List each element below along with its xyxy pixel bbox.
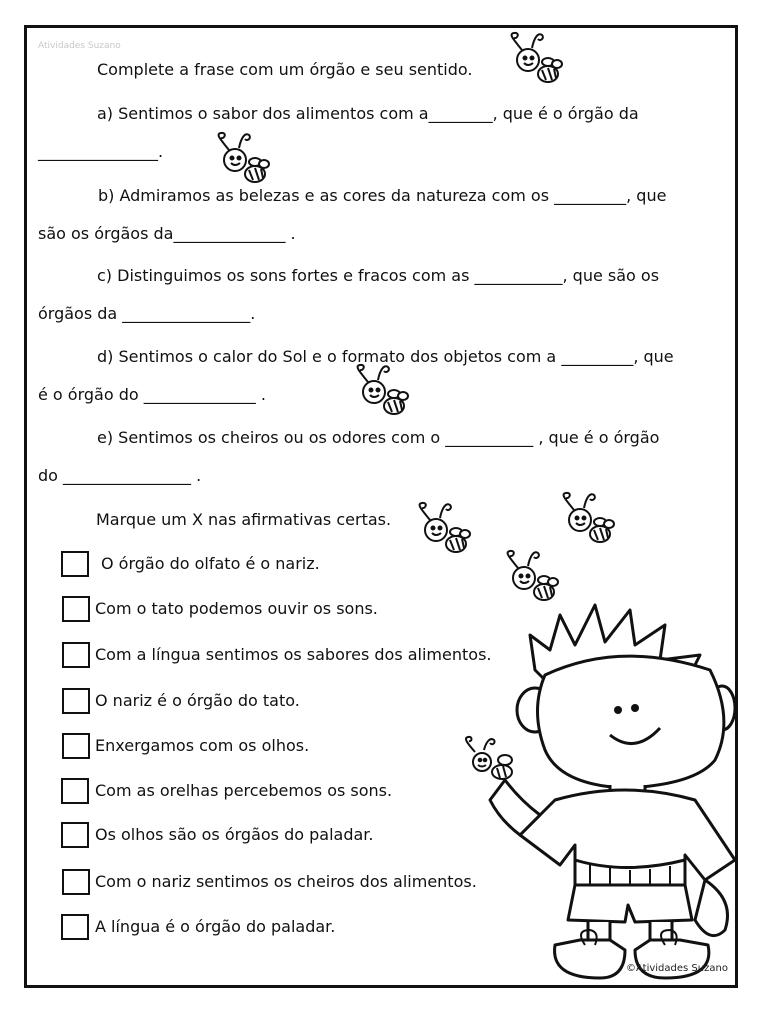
- checkbox-5[interactable]: [62, 733, 90, 759]
- item-c-line1: c) Distinguimos os sons fortes e fracos com as ___________, que são os: [97, 266, 660, 285]
- checkbox-2[interactable]: [62, 596, 90, 622]
- watermark-bottom: ©Atividades Suzano: [626, 963, 728, 974]
- bee-icon: [350, 362, 410, 420]
- statement-9: A língua é o órgão do paladar.: [95, 917, 336, 936]
- checkbox-9[interactable]: [61, 914, 89, 940]
- item-a-line2: _______________.: [38, 142, 164, 161]
- item-d-line1: d) Sentimos o calor do Sol e o formato dos objetos com a _________, que: [97, 347, 674, 366]
- section1-title: Complete a frase com um órgão e seu sentido.: [97, 60, 473, 79]
- watermark-top: Atividades Suzano: [38, 41, 121, 51]
- checkbox-7[interactable]: [61, 822, 89, 848]
- bee-icon: [504, 30, 564, 88]
- item-e-line2: do ________________ .: [38, 466, 202, 485]
- checkbox-6[interactable]: [61, 778, 89, 804]
- checkbox-4[interactable]: [62, 688, 90, 714]
- checkbox-3[interactable]: [62, 642, 90, 668]
- item-a-line1: a) Sentimos o sabor dos alimentos com a________, que é o órgão da: [97, 104, 639, 123]
- statement-8: Com o nariz sentimos os cheiros dos alimentos.: [95, 872, 477, 891]
- boy-illustration: [460, 600, 735, 985]
- statement-2: Com o tato podemos ouvir os sons.: [95, 599, 378, 618]
- checkbox-1[interactable]: [61, 551, 89, 577]
- bee-icon: [412, 500, 472, 558]
- item-d-line2: é o órgão do ______________ .: [38, 385, 266, 404]
- statement-5: Enxergamos com os olhos.: [95, 736, 310, 755]
- statement-3: Com a língua sentimos os sabores dos alimentos.: [95, 645, 492, 664]
- checkbox-8[interactable]: [62, 869, 90, 895]
- statement-7: Os olhos são os órgãos do paladar.: [95, 825, 374, 844]
- item-c-line2: órgãos da ________________.: [38, 304, 256, 323]
- bee-icon: [556, 490, 616, 548]
- item-b-line1: b) Admiramos as belezas e as cores da natureza com os _________, que: [98, 186, 667, 205]
- statement-1: O órgão do olfato é o nariz.: [101, 554, 320, 573]
- statement-4: O nariz é o órgão do tato.: [95, 691, 300, 710]
- item-e-line1: e) Sentimos os cheiros ou os odores com o ___________ , que é o órgão: [97, 428, 660, 447]
- section2-title: Marque um X nas afirmativas certas.: [96, 510, 392, 529]
- bee-icon: [211, 130, 271, 188]
- statement-6: Com as orelhas percebemos os sons.: [95, 781, 393, 800]
- bee-icon: [500, 548, 560, 606]
- item-b-line2: são os órgãos da______________ .: [38, 224, 296, 243]
